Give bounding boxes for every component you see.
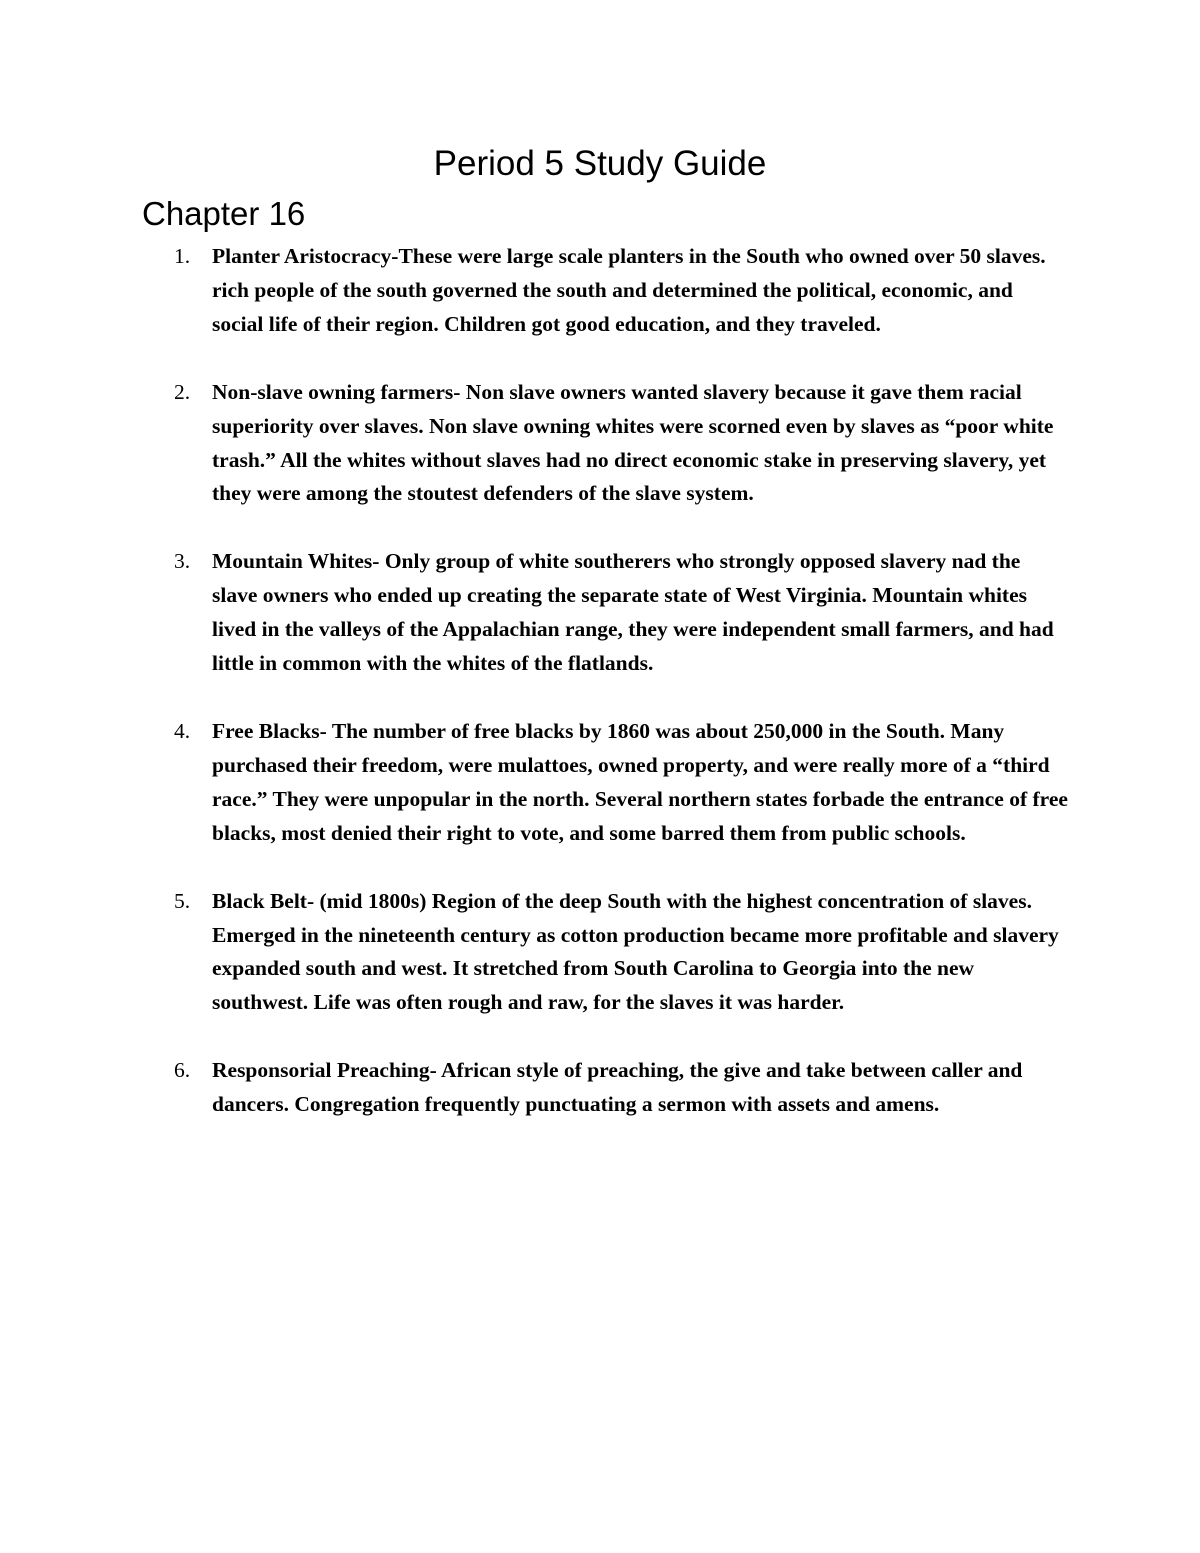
list-item [0,885,1200,1021]
item-text: Free Blacks- The number of free blacks by 1860 was about 250,000 in the South. Many purchased their freedom, were mulattoes, owned property, and were really more of a “third race.” They were unpopular in the north. Several northern states forbade the entrance of free blacks, most denied their right to vote, and some barred them from public schools. [212,718,1068,845]
item-number: 4. [174,718,191,743]
item-text: Non-slave owning farmers- Non slave owners wanted slavery because it gave them racial superiority over slaves. Non slave owning whites were scorned even by slaves as “poor white trash.” All the whites without slaves had no direct economic stake in preserving slavery, yet they were among the stoutest defenders of the slave system. [212,379,1054,506]
item-number: 3. [174,549,191,574]
item-number: 6. [174,1058,191,1083]
item-text: Planter Aristocracy-These were large scale planters in the South who owned over 50 slaves. rich people of the south governed the south and determined the political, economic, and social life of their region. Children got good education, and they traveled. [212,244,1046,336]
list-item [0,240,1200,342]
list-item [0,715,1200,851]
chapter-heading: Chapter 16 [142,195,306,232]
item-number: 2. [174,379,191,404]
item-text: Black Belt- (mid 1800s) Region of the deep South with the highest concentration of slaves. Emerged in the nineteenth century as cotton production became more profitable and slavery expanded south and west. It stretched from South Carolina to Georgia into the new southwest. Life was often rough and raw, for the slaves it was harder. [212,888,1059,1015]
list-item [0,376,1200,512]
item-number: 1. [174,244,191,268]
item-text: Responsorial Preaching- African style of preaching, the give and take between caller and dancers. Congregation frequently punctuating a sermon with assets and amens. [212,1058,1023,1117]
list-item [0,1054,1200,1122]
page-title: Period 5 Study Guide [433,144,767,183]
term-list [0,240,1200,1156]
list-item [0,545,1200,681]
item-text: Mountain Whites- Only group of white southerers who strongly opposed slavery nad the slave owners who ended up creating the separate state of West Virginia. Mountain whites lived in the valleys of the Appalachian range, they were independent small farmers, and had little in common with the whites of the flatlands. [212,549,1054,676]
item-number: 5. [174,888,191,913]
